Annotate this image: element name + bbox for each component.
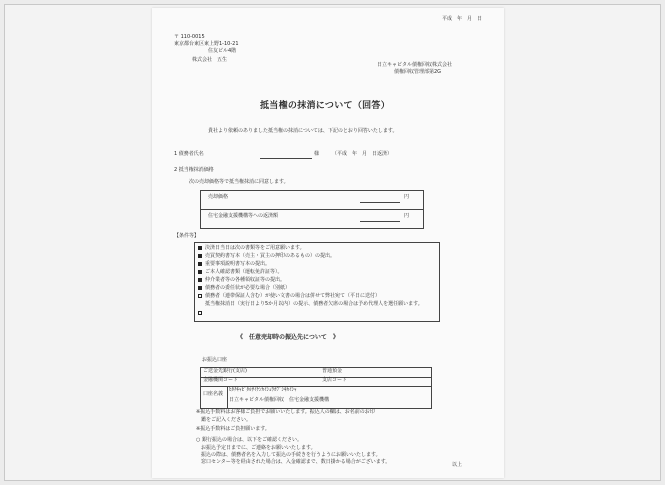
account-holder-kana: ﾋﾀﾁｷｬﾋﾟﾀﾙｻｲｹﾝｶｲｼｭｳｶﾌﾞｼｷｶｲｼｬ [229, 387, 297, 393]
bullet-filled-icon [198, 286, 202, 290]
account-holder-label: 口座名義 [203, 391, 224, 397]
debtor-name-line [260, 158, 312, 159]
repayment-label: 住宅金融支援機構等への返済額 [208, 213, 279, 219]
bullet-filled-icon [198, 270, 202, 274]
document-title: 抵当権の抹消について（回答） [260, 101, 391, 111]
intro-text: 貴社より依頼のありました抵当権の抹消については、下記のとおり回答いたします。 [208, 128, 398, 134]
transfer-title: 《 任意売却時の振込先について 》 [237, 334, 339, 341]
checkbox-icon [198, 294, 202, 298]
repayment-unit: 円 [404, 213, 410, 219]
condition-text: 抵当権抹消日（実行日より5か月以内）の提示、債務者欠席の場合は予め代理人を選任願います。 [205, 301, 423, 307]
condition-text: 決済日当日は次の書類等をご用意願います。 [205, 245, 305, 251]
bullet-filled-icon [198, 246, 202, 250]
sender-company: 日立キャピタル債権回収株式会社 [377, 62, 453, 68]
price-divider [201, 209, 423, 210]
branch-code-label: 支店コード [322, 377, 348, 383]
account-type: 普通預金 [322, 368, 343, 374]
sale-price-line [360, 202, 400, 203]
condition-text: 債務者（連帯保証人含む）が使い文書の場合は併せて弊社宛て（平日に送付） [205, 293, 381, 299]
debtor-suffix: 様 [314, 151, 320, 157]
checkbox-icon [198, 311, 202, 315]
conditions-heading: 【条件等】 [174, 233, 200, 239]
bullet-filled-icon [198, 278, 202, 282]
bank-note-4: 窓口センター等を経由された場合は、入金確認まで、数日掛かる場合がございます。 [196, 459, 391, 465]
condition-item [198, 260, 270, 267]
debtor-name-label: 1 債務者氏名 [174, 151, 204, 157]
condition-item [198, 276, 285, 283]
bank-label: ご送金先銀行(支店) [203, 368, 247, 374]
repayment-date: （平成 年 月 日返済） [332, 151, 393, 157]
section2-label: 2 抵当権抹消価格 [174, 167, 214, 173]
sale-price-label: 売却価格 [208, 194, 229, 200]
section2-note: 次の売却価格等で抵当権抹消に同意します。 [189, 179, 289, 185]
condition-text: 売買契約書写本（売主・買主の押印のあるもの）の提出。 [205, 253, 336, 259]
transfer-subheading: お振込口座 [202, 357, 228, 363]
condition-item [198, 244, 305, 251]
transfer-note-2: 鑑をご記入ください。 [196, 417, 252, 423]
bank-note-2: お振込予定日までに、ご連絡をお願いいたします。 [196, 445, 316, 451]
transfer-note-3: ※振込手数料はご負担願います。 [196, 426, 270, 432]
recipient-building: 住友ビル4階 [208, 48, 237, 54]
bank-note-1: ○ 銀行振込の場合は、以下をご確認ください。 [196, 437, 302, 443]
condition-item [198, 268, 283, 275]
condition-text: ご本人確認書類（運転免許証等）。 [205, 269, 283, 275]
condition-item [198, 284, 290, 291]
condition-text: 債務者の委任状が必要な場合（別紙） [205, 285, 291, 291]
sender-department: 債権回収管理部第2G [394, 69, 442, 75]
condition-text: 仲介業者等の各種領収証等の提出。 [205, 277, 286, 283]
repayment-line [360, 221, 400, 222]
closing-mark: 以上 [452, 462, 463, 468]
bullet-filled-icon [198, 262, 202, 266]
condition-item [198, 252, 335, 259]
condition-item [198, 292, 380, 299]
condition-text: 重要事項説明書写本の提出。 [205, 261, 271, 267]
bullet-filled-icon [198, 254, 202, 258]
sale-price-unit: 円 [404, 194, 410, 200]
condition-item [198, 300, 423, 307]
condition-item [198, 311, 205, 315]
document-page [152, 8, 504, 478]
account-holder-name: 日立キャピタル債権回収 住宅金融支援機構 [229, 397, 330, 403]
price-table [200, 190, 424, 229]
recipient-name: 株式会社 五生 [192, 57, 228, 63]
bank-note-3: 振込の際は、債務者名を入力して振込の手続きを行うようにお願いいたします。 [196, 452, 381, 458]
postal-code: 〒 110-0015 [174, 34, 205, 40]
transfer-note-1: ※振込手数料はお客様ご負担でお願いいたします。振込人の欄は、お名前のお印 [196, 409, 375, 415]
date: 平成 年 月 日 [442, 16, 483, 22]
bank-code-label: 金融機関コード [203, 377, 239, 383]
recipient-address: 東京都台東区東上野1-10-21 [174, 41, 239, 47]
